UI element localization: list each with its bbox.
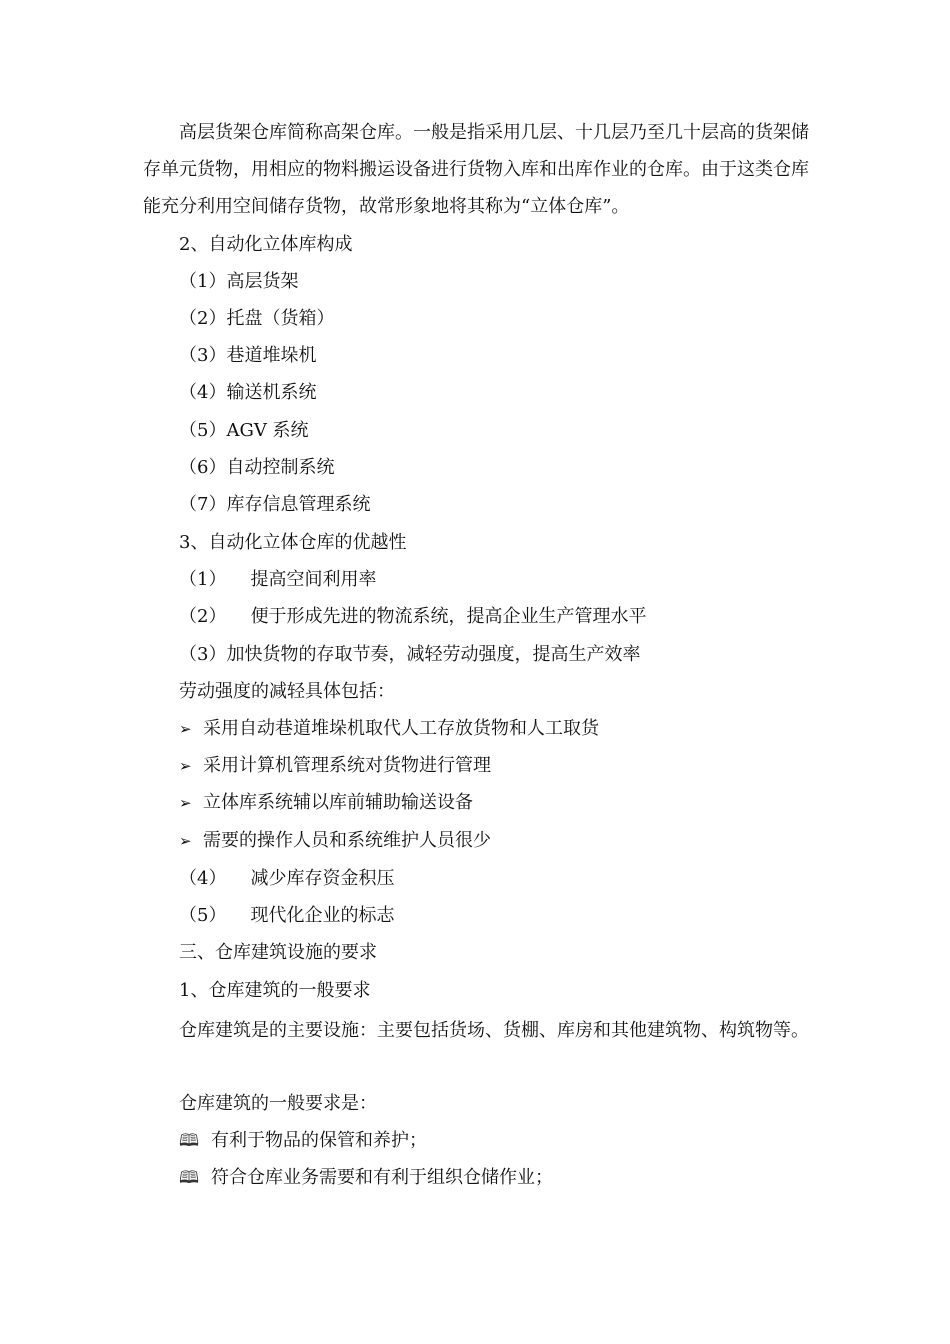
component-item: （1）高层货架 (179, 271, 299, 292)
advantage-item (179, 868, 394, 890)
bullet-item (179, 718, 599, 740)
advantage-item: （3）加快货物的存取节奏，减轻劳动强度，提高生产效率 (179, 644, 641, 665)
arrow-bullet-icon: ➢ (179, 794, 192, 812)
item-text: 减少库存资金积压 (250, 868, 395, 889)
component-item: （2）托盘（货箱） (179, 308, 335, 329)
component-item: （4）输送机系统 (179, 382, 317, 403)
component-item: （3）巷道堆垛机 (179, 345, 317, 366)
item-text: 提高空间利用率 (250, 569, 377, 590)
requirement-item (179, 1130, 427, 1152)
item-number: （2） (179, 606, 227, 627)
bullet-item (179, 755, 491, 777)
requirement-text: 有利于物品的保管和养护； (211, 1130, 427, 1151)
book-icon: 🕮 (179, 1168, 200, 1188)
arrow-bullet-icon: ➢ (179, 832, 192, 850)
component-item: （7）库存信息管理系统 (179, 494, 371, 515)
labor-intro: 劳动强度的减轻具体包括： (179, 681, 395, 702)
requirement-text: 符合仓库业务需要和有利于组织仓储作业； (211, 1167, 553, 1188)
advantage-item (179, 905, 394, 927)
section3-heading: 3、自动化立体仓库的优越性 (179, 532, 407, 553)
bullet-text: 需要的操作人员和系统维护人员很少 (203, 830, 491, 851)
item-number: （5） (179, 905, 227, 926)
item-text: 现代化企业的标志 (250, 905, 395, 926)
requirements-intro: 仓库建筑的一般要求是： (179, 1093, 377, 1114)
bullet-item (179, 830, 491, 852)
subsection-heading: 1、仓库建筑的一般要求 (179, 980, 371, 1001)
advantage-item (179, 606, 646, 628)
buildings-paragraph: 仓库建筑是的主要设施：主要包括货场、货棚、库房和其他建筑物、构筑物等。 (179, 1020, 809, 1041)
intro-paragraph: 高层货架仓库简称高架仓库。一般是指采用几层、十几层乃至几十层高的货架储存单元货物，用相应的物料搬运设备进行货物入库和出库作业的仓库。由于这类仓库能充分利用空间储存货物，故常形象地将其称为“立体仓库”。 (143, 122, 809, 217)
arrow-bullet-icon: ➢ (179, 720, 192, 738)
item-text: 便于形成先进的物流系统，提高企业生产管理水平 (250, 606, 647, 627)
advantage-item (179, 569, 376, 591)
component-item: （5）AGV 系统 (179, 420, 309, 441)
bullet-text: 采用自动巷道堆垛机取代人工存放货物和人工取货 (203, 718, 599, 739)
book-icon: 🕮 (179, 1131, 200, 1151)
bullet-text: 立体库系统辅以库前辅助输送设备 (203, 792, 473, 813)
requirement-item (179, 1167, 553, 1189)
item-number: （4） (179, 868, 227, 889)
section2-heading: 2、自动化立体库构成 (179, 234, 353, 255)
bullet-text: 采用计算机管理系统对货物进行管理 (203, 755, 491, 776)
item-number: （1） (179, 569, 227, 590)
component-item: （6）自动控制系统 (179, 457, 335, 478)
section-three-heading: 三、仓库建筑设施的要求 (179, 942, 377, 963)
bullet-item (179, 792, 473, 814)
arrow-bullet-icon: ➢ (179, 757, 192, 775)
